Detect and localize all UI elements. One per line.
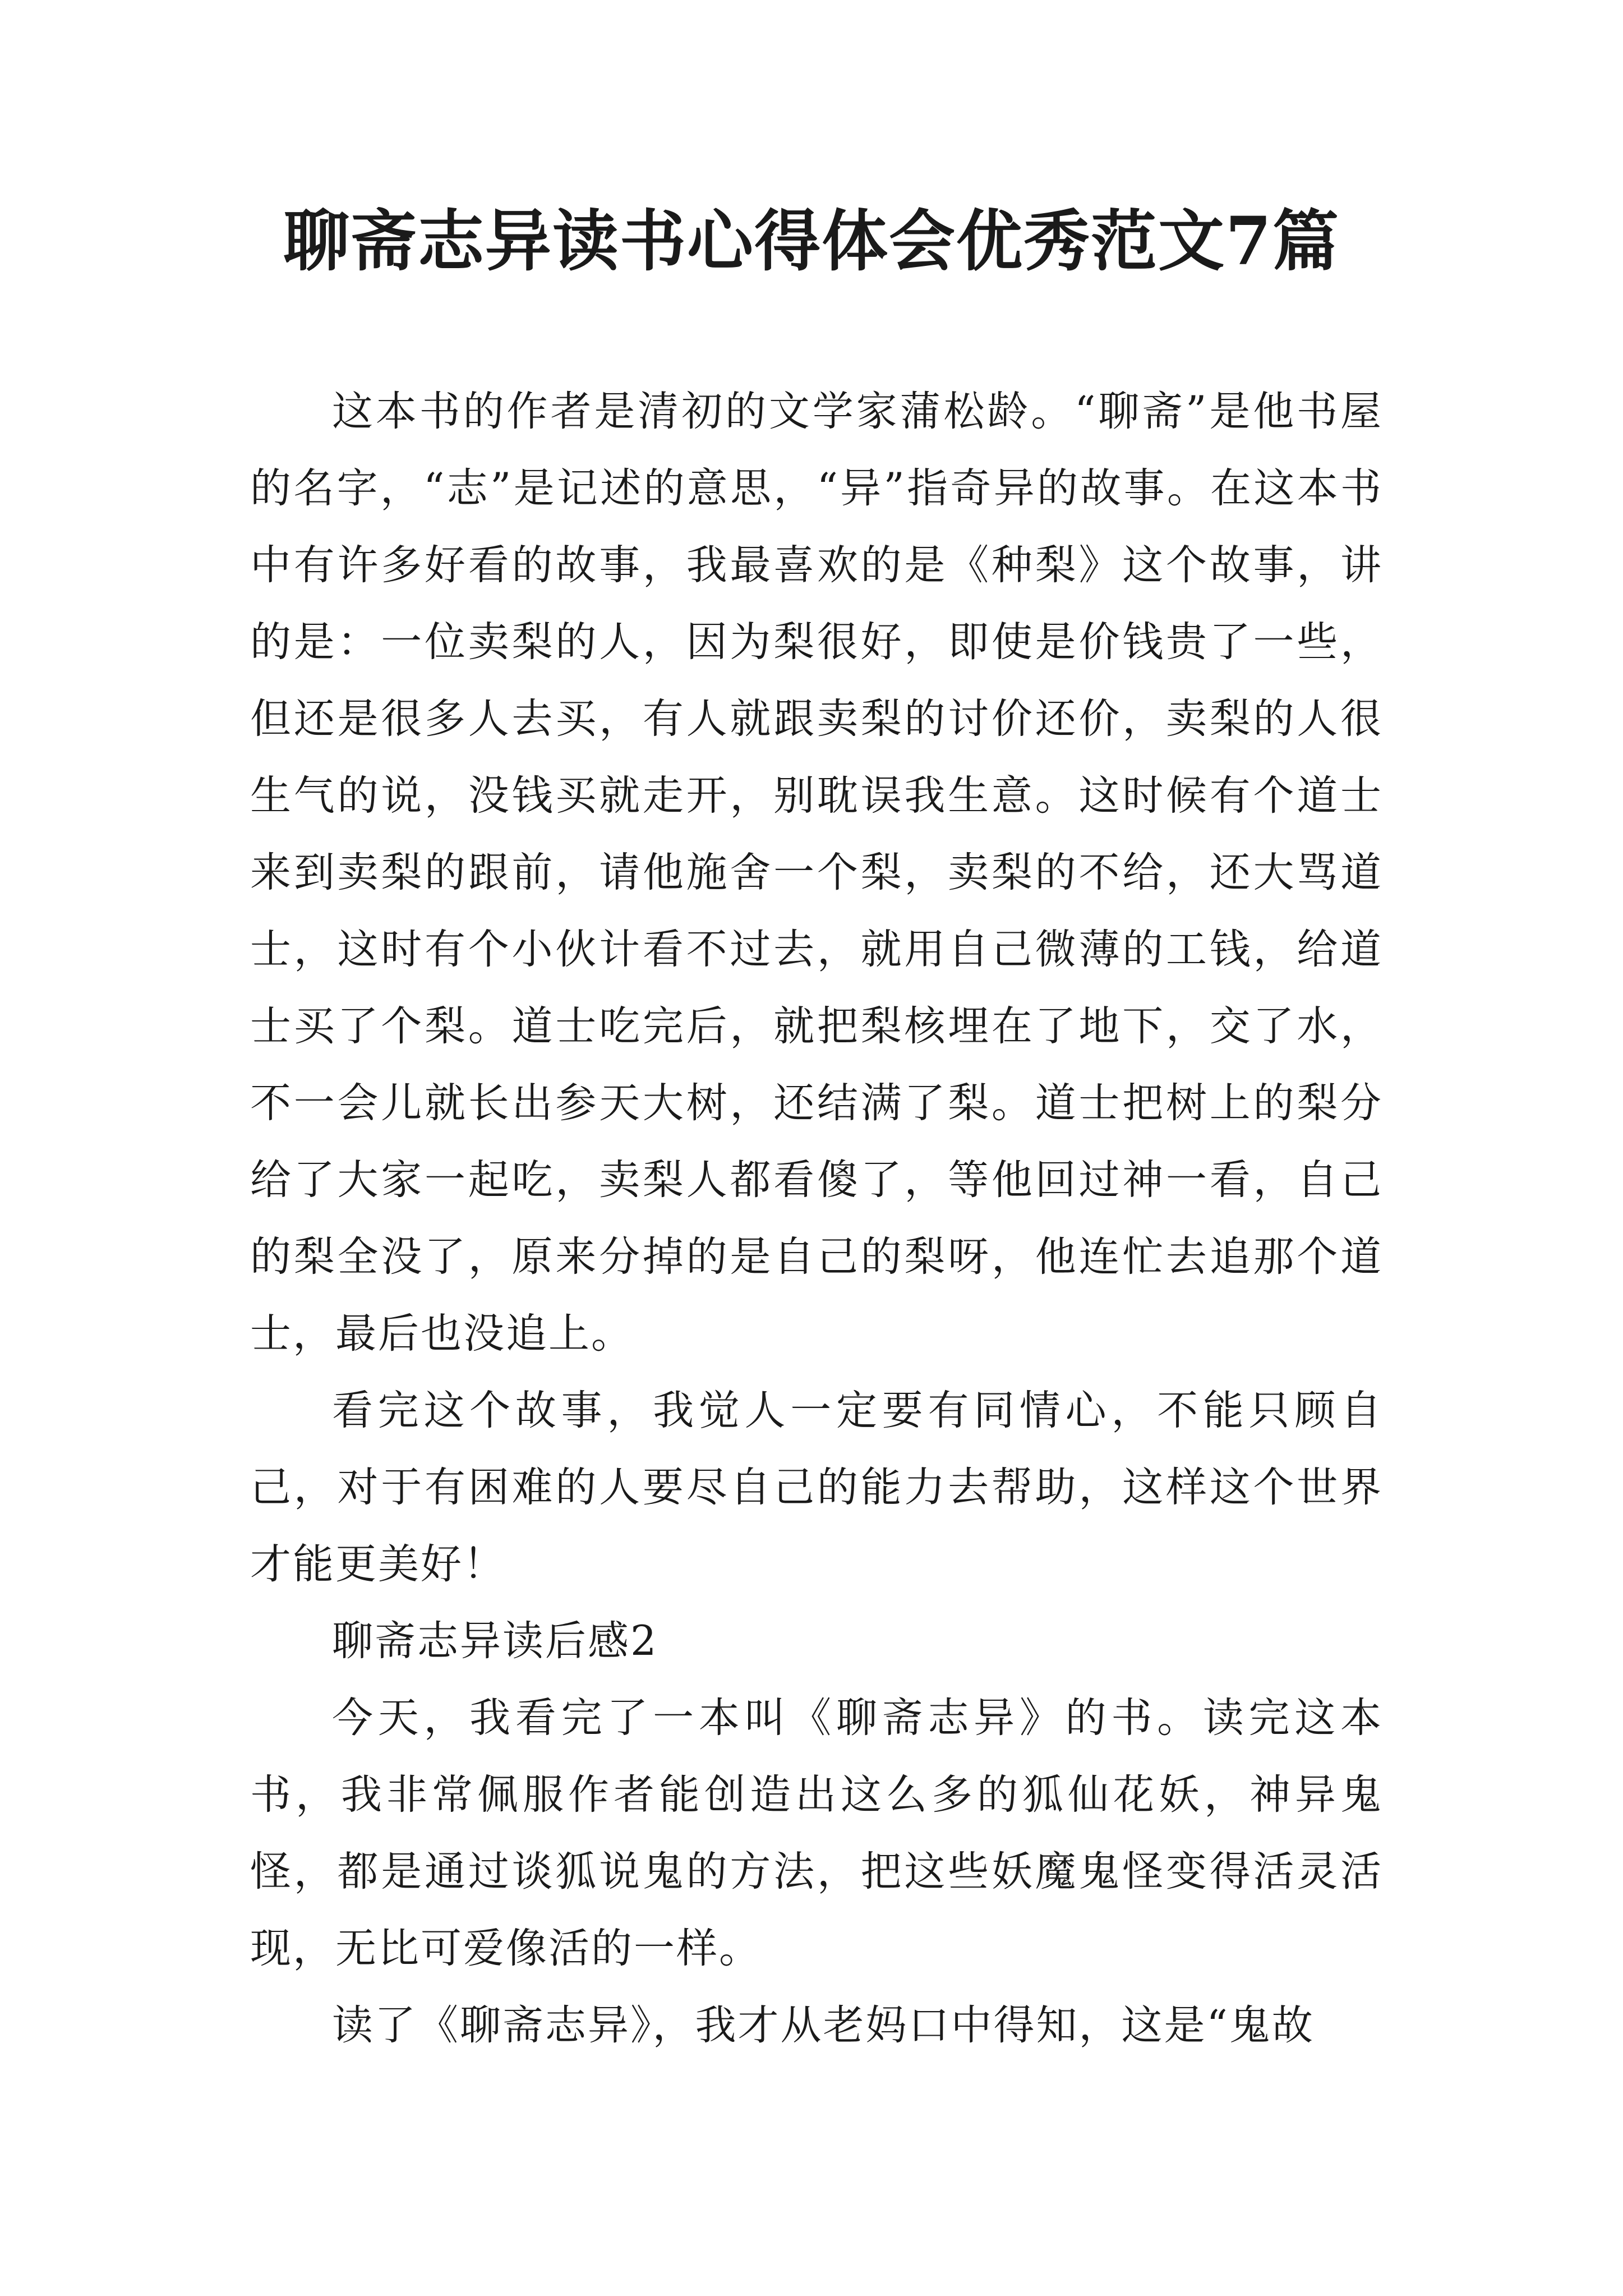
- paragraph-1: 这本书的作者是清初的文学家蒲松龄。“聊斋”是他书屋的名字，“志”是记述的意思，“异”指奇异的故事。在这本书中有许多好看的故事，我最喜欢的是《种梨》这个故事，讲的是：一位卖梨的人，因为梨很好，即使是价钱贵了一些，但还是很多人去买，有人就跟卖梨的讨价还价，卖梨的人很生气的说，没钱买就走开，别耽误我生意。这时候有个道士来到卖梨的跟前，请他施舍一个梨，卖梨的不给，还大骂道士，这时有个小伙计看不过去，就用自己微薄的工钱，给道士买了个梨。道士吃完后，就把梨核埋在了地下，交了水，不一会儿就长出参天大树，还结满了梨。道士把树上的梨分给了大家一起吃，卖梨人都看傻了，等他回过神一看，自己的梨全没了，原来分掉的是自己的梨呀，他连忙去追那个道士，最后也没追上。: [250, 388, 1383, 1358]
- paragraph-2: 看完这个故事，我觉人一定要有同情心，不能只顾自己，对于有困难的人要尽自己的能力去帮助，这样这个世界才能更美好！: [250, 1387, 1383, 1588]
- section-2-heading: 聊斋志异读后感2: [332, 1617, 658, 1665]
- document-body: [250, 373, 1383, 2064]
- paragraph-3: 今天，我看完了一本叫《聊斋志异》的书。读完这本书，我非常佩服作者能创造出这么多的狐仙花妖，神异鬼怪，都是通过谈狐说鬼的方法，把这些妖魔鬼怪变得活灵活现，无比可爱像活的一样。: [250, 1694, 1383, 1972]
- document-title: 聊斋志异读书心得体会优秀范文7篇: [283, 202, 1340, 280]
- paragraph-4: 读了《聊斋志异》，我才从老妈口中得知，这是“鬼故: [332, 2001, 1315, 2049]
